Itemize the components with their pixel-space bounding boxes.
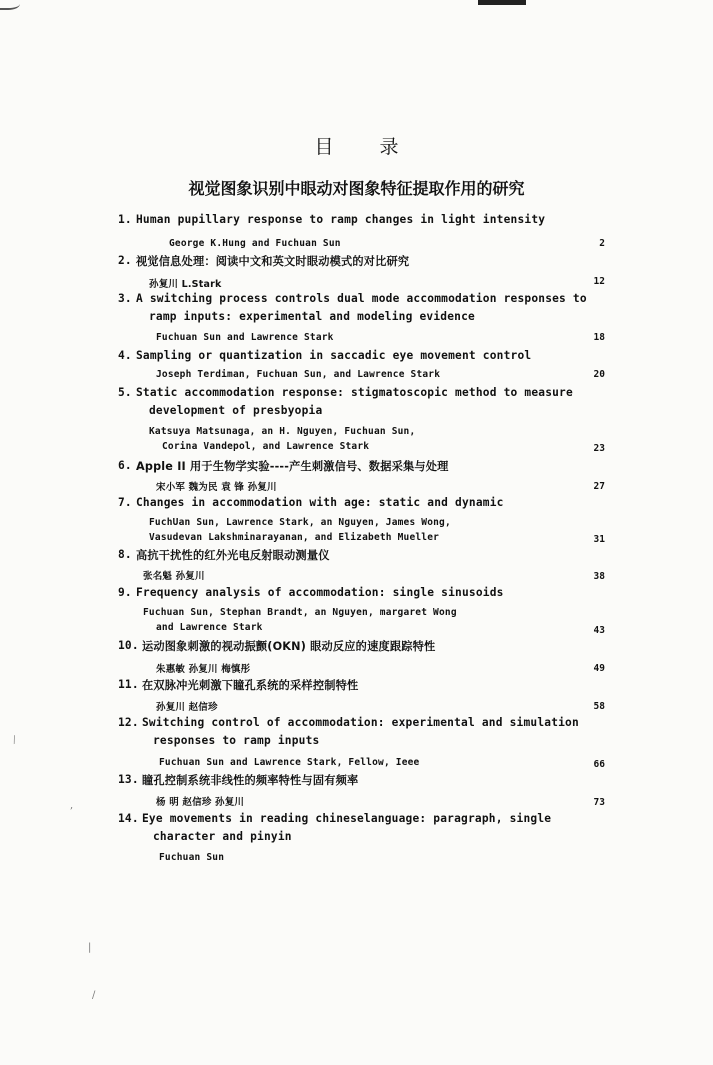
entry-number: 4.	[118, 349, 132, 362]
entry-authors-continued: and Lawrence Stark	[156, 622, 263, 633]
entry-number: 2.	[118, 254, 132, 267]
entry-title: 视觉信息处理：阅读中文和英文时眼动模式的对比研究	[136, 255, 410, 268]
entry-authors: Fuchuan Sun and Lawrence Stark	[156, 332, 334, 343]
entry-number: 14.	[118, 812, 139, 825]
entry-number: 7.	[118, 496, 132, 509]
entry-title: Sampling or quantization in saccadic eye movement control	[136, 349, 532, 362]
entry-title: Human pupillary response to ramp changes in light intensity	[136, 213, 546, 226]
scan-artifact: |	[88, 942, 92, 953]
entry-authors: FuchUan Sun, Lawrence Stark, an Nguyen, James Wong,	[149, 517, 451, 528]
entry-page: 38	[593, 571, 605, 582]
entry-page: 66	[593, 759, 605, 770]
scan-artifact	[0, 0, 20, 10]
entry-title-continued: responses to ramp inputs	[153, 734, 320, 747]
entry-title-continued: character and pinyin	[153, 830, 292, 843]
entry-page: 58	[593, 701, 605, 712]
entry-number: 5.	[118, 386, 132, 399]
entry-page: 31	[593, 534, 605, 545]
entry-number: 3.	[118, 292, 132, 305]
contents-heading: 目 录	[314, 136, 419, 158]
entry-authors: Joseph Terdiman, Fuchuan Sun, and Lawrence Stark	[156, 369, 441, 380]
entry-authors: Katsuya Matsunaga, an H. Nguyen, Fuchuan Sun,	[149, 426, 416, 437]
scan-artifact	[478, 0, 526, 5]
entry-authors: 杨 明 赵信珍 孙复川	[156, 797, 245, 808]
entry-page: 2	[599, 238, 605, 249]
entry-title: 瞳孔控制系统非线性的频率特性与固有频率	[142, 774, 359, 787]
entry-title-continued: development of presbyopia	[149, 404, 323, 417]
scan-artifact: ,	[70, 800, 74, 811]
entry-page: 49	[593, 663, 605, 674]
entry-title-continued: ramp inputs: experimental and modeling evidence	[149, 310, 475, 323]
entry-title: Apple II 用于生物学实验----产生刺激信号、数据采集与处理	[136, 460, 449, 473]
entry-authors: 孙复川 L.Stark	[149, 279, 222, 290]
entry-page: 27	[593, 481, 605, 492]
entry-authors: 孙复川 赵信珍	[156, 702, 218, 713]
entry-page: 12	[593, 276, 605, 287]
entry-number: 1.	[118, 213, 132, 226]
entry-authors: 朱惠敏 孙复川 梅慎彤	[156, 664, 251, 675]
entry-number: 12.	[118, 716, 139, 729]
entry-number: 9.	[118, 586, 132, 599]
entry-number: 11.	[118, 678, 139, 691]
entry-authors: Fuchuan Sun, Stephan Brandt, an Nguyen, margaret Wong	[143, 607, 457, 618]
entry-authors: 张名魁 孙复川	[143, 571, 205, 582]
entry-title: 运动图象刺激的视动振颤(OKN) 眼动反应的速度跟踪特性	[142, 640, 436, 653]
scan-artifact: ⁄	[11, 735, 19, 746]
entry-number: 8.	[118, 548, 132, 561]
entry-title: Frequency analysis of accommodation: single sinusoids	[136, 586, 504, 599]
entry-authors: George K.Hung and Fuchuan Sun	[169, 238, 341, 249]
entry-page: 18	[593, 332, 605, 343]
entry-authors: Fuchuan Sun and Lawrence Stark, Fellow, Ieee	[159, 757, 420, 768]
scan-artifact: /	[92, 990, 96, 1001]
entry-title: Eye movements in reading chineselanguage: paragraph, single	[142, 812, 552, 825]
entry-number: 10.	[118, 639, 139, 652]
entry-authors: 宋小军 魏为民 袁 锋 孙复川	[156, 482, 277, 493]
entry-page: 43	[593, 625, 605, 636]
entry-title: 高抗干扰性的红外光电反射眼动测量仪	[136, 549, 330, 562]
entry-page: 20	[593, 369, 605, 380]
entry-title: A switching process controls dual mode accommodation responses to	[136, 292, 587, 305]
entry-page: 73	[593, 797, 605, 808]
entry-number: 13.	[118, 773, 139, 786]
entry-title: Changes in accommodation with age: static and dynamic	[136, 496, 504, 509]
entry-authors-continued: Corina Vandepol, and Lawrence Stark	[162, 441, 370, 452]
entry-title: Switching control of accommodation: experimental and simulation	[142, 716, 579, 729]
entry-page: 23	[593, 443, 605, 454]
entry-number: 6.	[118, 459, 132, 472]
entry-title: 在双脉冲光刺激下瞳孔系统的采样控制特性	[142, 679, 359, 692]
document-subtitle: 视觉图象识别中眼动对图象特征提取作用的研究	[188, 179, 525, 198]
entry-authors-continued: Vasudevan Lakshminarayanan, and Elizabeth Mueller	[149, 532, 440, 543]
entry-authors: Fuchuan Sun	[159, 852, 225, 863]
entry-title: Static accommodation response: stigmatoscopic method to measure	[136, 386, 573, 399]
